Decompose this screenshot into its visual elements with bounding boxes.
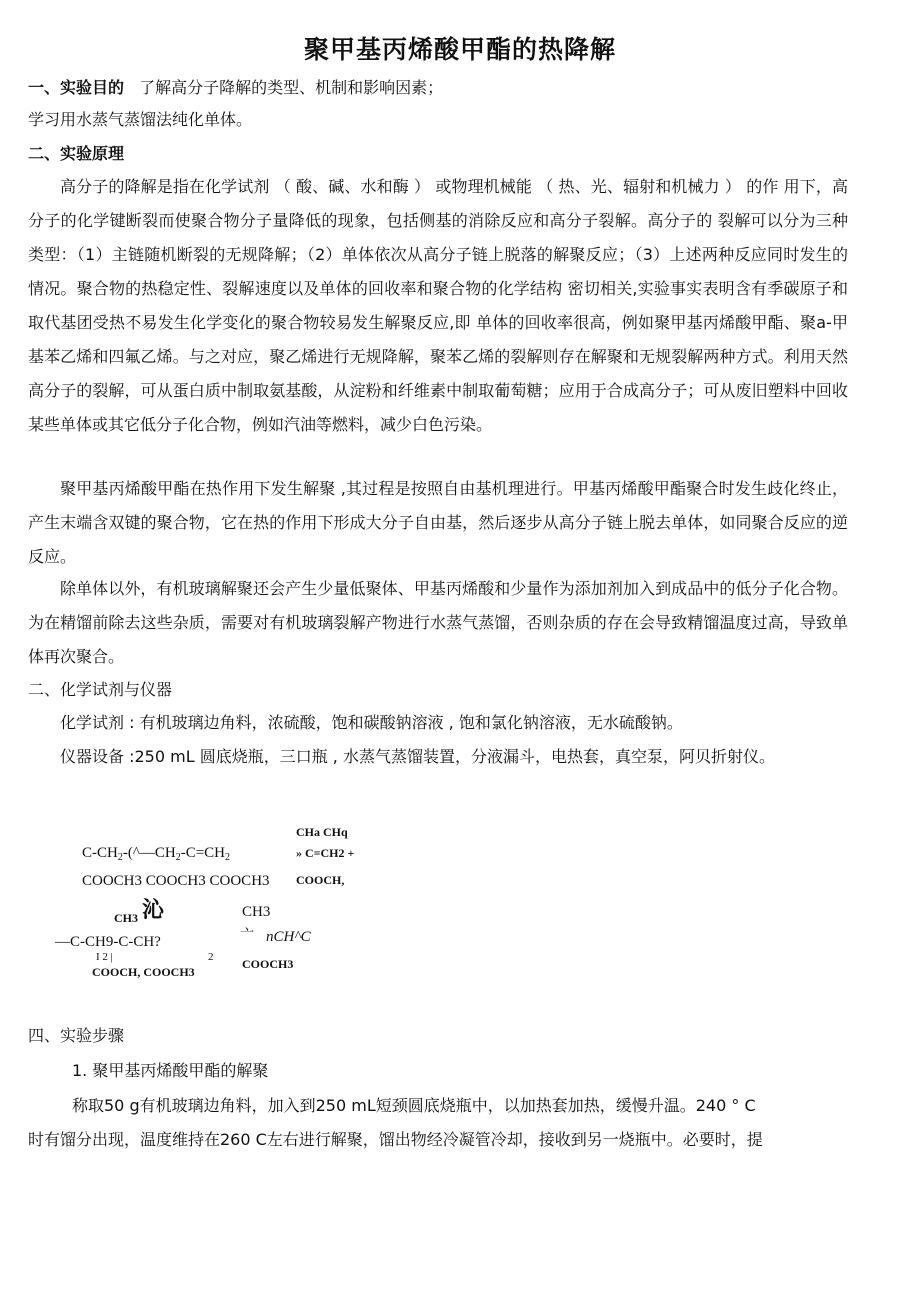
reagents-list: 化学试剂 : 有机玻璃边角料，浓硫酸，饱和碳酸钠溶液 , 饱和氯化钠溶液，无水硫酸钠。 bbox=[60, 713, 683, 732]
product-2-bottom: COOCH3 bbox=[242, 957, 294, 971]
section-objective-heading: 一、实验目的 bbox=[28, 78, 125, 97]
section-principle-heading: 二、实验原理 bbox=[28, 144, 125, 163]
principle-paragraph-3: 除单体以外，有机玻璃解聚还会产生少量低聚体、甲基丙烯酸和少量作为添加剂加入到成品中的低分子化合物。为在精馏前除去这些杂质，需要对有机玻璃裂解产物进行水蒸气蒸馏，否则杂质的存在会导致精馏温度过高，导致单体再次聚合。 bbox=[28, 579, 848, 666]
reactant-2-index: I 2 | bbox=[96, 951, 113, 963]
reactant-2-glyph: 沁 bbox=[142, 898, 165, 923]
step-1-line-1: 称取50 g有机玻璃边角料，加入到250 mL短颈圆底烧瓶中，以加热套加热，缓慢升温。240 ° C bbox=[72, 1096, 756, 1115]
reactant-1-esters: COOCH3 COOCH3 COOCH3 bbox=[82, 873, 270, 889]
reactant-2-top-label: CH3 bbox=[114, 911, 138, 925]
reactant-1-chain: $C-CH_2-(\^{}—CH_2-C=CH_2$ bbox=[82, 845, 231, 863]
reactant-2-index-2: 2 bbox=[208, 951, 214, 963]
reactant-2-esters: COOCH, COOCH3 bbox=[92, 965, 195, 979]
objective-line-2: 学习用水蒸气蒸馏法纯化单体。 bbox=[28, 110, 253, 129]
section-reagents-heading: 二、化学试剂与仪器 bbox=[28, 680, 173, 699]
step-1-line-2: 时有馏分出现，温度维持在260 C左右进行解聚，馏出物经冷凝管冷却，接收到另一烧瓶中。必要时，提 bbox=[28, 1130, 763, 1149]
product-2-mid: nCH^C bbox=[266, 929, 311, 945]
principle-paragraph-2: 聚甲基丙烯酸甲酯在热作用下发生解聚 ,其过程是按照自由基机理进行。甲基丙烯酸甲酯聚合时发生歧化终止，产生末端含双键的聚合物，它在热的作用下形成大分子自由基，然后逐步从高分子链上脱去单体，如同聚合反应的逆反应。 bbox=[28, 479, 848, 566]
objective-line-1: 了解高分子降解的类型、机制和影响因素； bbox=[139, 78, 444, 97]
reactant-2-chain: —C-CH9-C-CH? bbox=[55, 934, 161, 950]
equipment-list: 仪器设备 :250 mL 圆底烧瓶，三口瓶 , 水蒸气蒸馏装置，分液漏斗，电热套，真空泵，阿贝折射仪。 bbox=[60, 747, 775, 766]
step-1-title: 1. 聚甲基丙烯酸甲酯的解聚 bbox=[72, 1061, 269, 1080]
product-1-bottom: COOCH, bbox=[296, 873, 345, 887]
product-1-top: CHa CHq bbox=[296, 825, 348, 839]
product-2-top: CH3 bbox=[242, 904, 271, 920]
section-objective bbox=[28, 78, 443, 98]
principle-paragraph-1: 高分子的降解是指在化学试剂 （ 酸、碱、水和酶 ） 或物理机械能 （ 热、光、辐射和机械力 ） 的作 用下，高分子的化学键断裂而使聚合物分子量降低的现象，包括侧基的消除反应和高分子裂解。高分子的 裂解可以分为三种类型：（1）主链随机断裂的无规降解；（2）单体依次从高分子链上脱落的解聚反应；（3）上述两种反应同时发生的情况。聚合物的热稳定性、裂解速度以及单体的回收率和聚合物的化学结构 密切相关,实验事实表明含有季碳原子和取代基团受热不易发生化学变化的聚合物较易发生解聚反应,即 单体的回收率很高，例如聚甲基丙烯酸甲酯、聚a-甲基苯乙烯和四氟乙烯。与之对应，聚乙烯进行无规降解，聚苯乙烯的裂解则存在解聚和无规裂解两种方式。利用天然高分子的裂解，可从蛋白质中制取氨基酸，从淀粉和纤维素中制取葡萄糖；应用于合成高分子；可从废旧塑料中回收某些单体或其它低分子化合物，例如汽油等燃料，减少白色污染。 bbox=[28, 177, 848, 434]
product-1-mid: » C=CH2 + bbox=[296, 846, 355, 860]
section-steps-heading: 四、实验步骤 bbox=[28, 1026, 125, 1045]
product-2-arrow: 亠 bbox=[240, 927, 254, 943]
document-title: 聚甲基丙烯酸甲酯的热降解 bbox=[303, 35, 616, 64]
